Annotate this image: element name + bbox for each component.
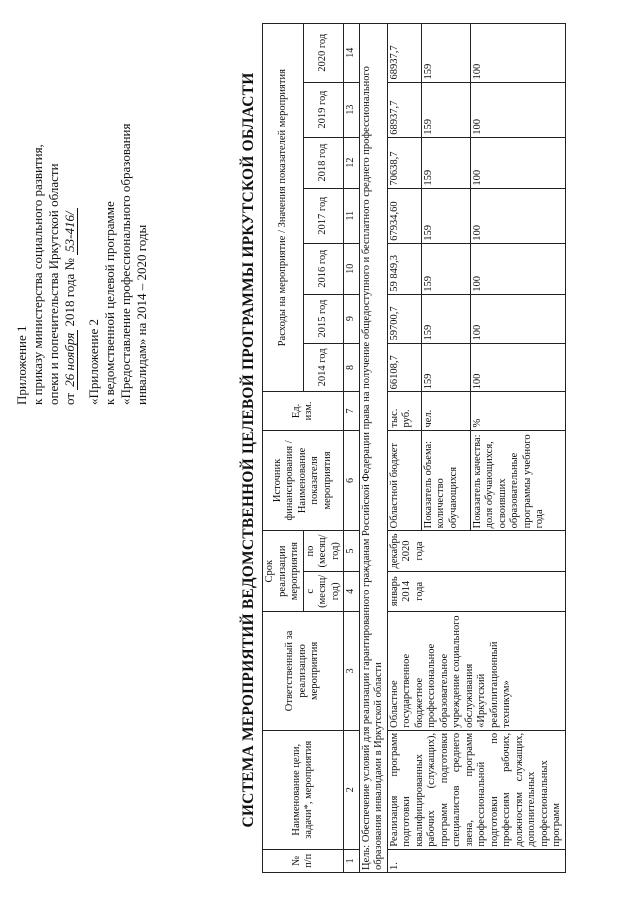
table-row bbox=[387, 24, 421, 873]
col-number: 7 bbox=[344, 392, 360, 430]
appendix-line: к приказу министерства социального развития, bbox=[30, 144, 45, 405]
appendix-line: опеки и попечительства Иркутской области bbox=[46, 163, 61, 405]
row-no: 1. bbox=[387, 849, 565, 872]
row-value: 100 bbox=[470, 294, 565, 343]
appendix-line: «Приложение 2 bbox=[86, 318, 101, 405]
header-unit: Ед. изм. bbox=[263, 392, 344, 430]
header-year: 2016 год bbox=[303, 243, 344, 294]
row-value: 68937,7 bbox=[387, 24, 421, 83]
row-unit: тыс. руб. bbox=[387, 392, 421, 430]
row-source: Областной бюджет bbox=[387, 430, 421, 531]
appendix-line: к ведомственной целевой программе bbox=[102, 201, 117, 405]
col-number: 1 bbox=[344, 849, 360, 872]
goal-text: Цель: Обеспечение условий для реализации гарантированного гражданам Российской Федерации права на получение общедоступного и бесплатного среднего профессионального образования инвалидами в Иркутской области bbox=[359, 24, 387, 873]
header-name: Наименование цели, задачи*, мероприятия bbox=[263, 730, 344, 849]
row-value: 100 bbox=[470, 24, 565, 83]
col-number: 10 bbox=[344, 243, 360, 294]
row-value: 59 849,3 bbox=[387, 243, 421, 294]
header-to: по (месяц/ год) bbox=[303, 531, 344, 571]
row-value: 70638,7 bbox=[387, 137, 421, 188]
appendix-line: «Предоставление профессионального образования bbox=[118, 123, 133, 405]
appendix-from: от bbox=[62, 392, 77, 405]
row-value: 100 bbox=[470, 243, 565, 294]
appendix-line: инвалидам» на 2014 – 2020 годы bbox=[134, 224, 149, 405]
header-from: с (месяц/ год) bbox=[303, 571, 344, 611]
header-year: 2019 год bbox=[303, 82, 344, 137]
row-value: 67934,60 bbox=[387, 188, 421, 243]
appendix-line: Приложение 1 bbox=[14, 325, 29, 405]
appendix-date-line bbox=[62, 25, 78, 405]
row-unit: чел. bbox=[421, 392, 470, 430]
row-value: 159 bbox=[421, 137, 470, 188]
row-responsible: Областное государственное бюджетное профессиональное образовательное учреждение социального обслуживания «Иркутский реабилитационный техникум» bbox=[387, 611, 565, 730]
col-number: 11 bbox=[344, 188, 360, 243]
header-source: Источник финансирования / Наименование показателя мероприятия bbox=[263, 430, 344, 531]
header-year: 2015 год bbox=[303, 294, 344, 343]
row-value: 100 bbox=[470, 82, 565, 137]
header-year: 2020 год bbox=[303, 24, 344, 83]
row-value: 100 bbox=[470, 137, 565, 188]
row-value: 59700,7 bbox=[387, 294, 421, 343]
row-to: декабрь 2020 года bbox=[387, 531, 565, 571]
col-number: 4 bbox=[344, 571, 360, 611]
col-number: 13 bbox=[344, 82, 360, 137]
program-table bbox=[262, 23, 566, 873]
header-responsible: Ответственный за реализацию мероприятия bbox=[263, 611, 344, 730]
row-from: январь 2014 года bbox=[387, 571, 565, 611]
header-year: 2018 год bbox=[303, 137, 344, 188]
appendix-header bbox=[14, 25, 150, 405]
col-number: 12 bbox=[344, 137, 360, 188]
header-year: 2017 год bbox=[303, 188, 344, 243]
col-number: 3 bbox=[344, 611, 360, 730]
header-period: Срок реализации мероприятия bbox=[263, 531, 304, 612]
row-value: 100 bbox=[470, 343, 565, 392]
row-value: 66108,7 bbox=[387, 343, 421, 392]
column-number-row bbox=[344, 24, 360, 873]
row-source: Показатель объема: количество обучающихся bbox=[421, 430, 470, 531]
handwritten-number: 53-416/ bbox=[62, 208, 78, 254]
col-number: 8 bbox=[344, 343, 360, 392]
col-number: 9 bbox=[344, 294, 360, 343]
row-name: Реализация программ подготовки квалифицированных рабочих (служащих), программ подготовки специалистов среднего звена, программ профессиональной подготовки по профессиям рабочих, должностям служащих, дополнительных профессиональных программ bbox=[387, 730, 565, 849]
header-expenses: Расходы на мероприятие / Значения показателей мероприятия bbox=[263, 24, 304, 392]
row-unit: % bbox=[470, 392, 565, 430]
row-value: 100 bbox=[470, 188, 565, 243]
row-value: 159 bbox=[421, 343, 470, 392]
header-year: 2014 год bbox=[303, 343, 344, 392]
appendix-year: 2018 года № bbox=[62, 258, 77, 327]
row-value: 159 bbox=[421, 82, 470, 137]
row-value: 68937,7 bbox=[387, 82, 421, 137]
handwritten-date: 26 ноября bbox=[62, 330, 78, 390]
col-number: 5 bbox=[344, 531, 360, 571]
row-value: 159 bbox=[421, 24, 470, 83]
col-number: 2 bbox=[344, 730, 360, 849]
goal-row bbox=[359, 24, 387, 873]
row-value: 159 bbox=[421, 188, 470, 243]
header-no: № п/п bbox=[263, 849, 344, 872]
col-number: 14 bbox=[344, 24, 360, 83]
document-title: СИСТЕМА МЕРОПРИЯТИЙ ВЕДОМСТВЕННОЙ ЦЕЛЕВОЙ ПРОГРАММЫ ИРКУТСКОЙ ОБЛАСТИ bbox=[240, 72, 257, 828]
row-value: 159 bbox=[421, 294, 470, 343]
row-value: 159 bbox=[421, 243, 470, 294]
row-source: Показатель качества: доля обучающихся, освоивших образовательные программы учебного года bbox=[470, 430, 565, 531]
col-number: 6 bbox=[344, 430, 360, 531]
